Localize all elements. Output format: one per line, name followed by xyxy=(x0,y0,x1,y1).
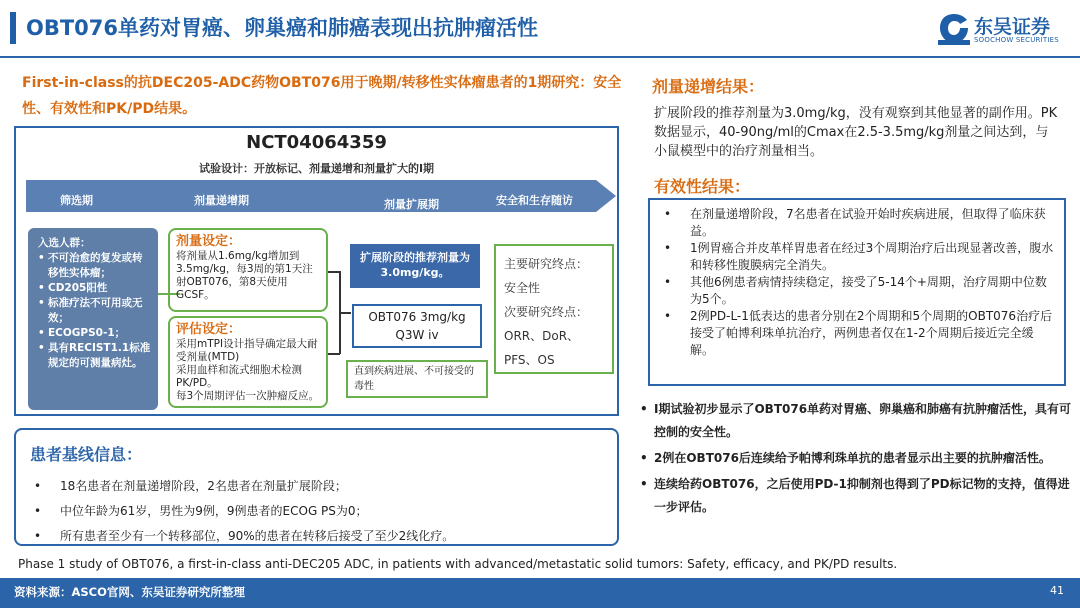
baseline-item: • 中位年龄为61岁，男性为9例，9例患者的ECOG PS为0； xyxy=(34,499,454,524)
endpoint-line: 安全性 xyxy=(504,281,541,295)
baseline-panel xyxy=(14,428,619,546)
inclusion-criteria-box xyxy=(28,228,158,410)
treatment-until-box: 直到疾病进展、不可接受的毒性 xyxy=(346,360,488,398)
expansion-dose-box: 扩展阶段的推荐剂量为3.0mg/kg。 xyxy=(350,244,480,288)
logo-mark-icon xyxy=(938,12,970,46)
inclusion-item: • ECOGPS0-1； xyxy=(38,326,152,341)
inclusion-item: • 不可治愈的复发或转移性实体瘤； xyxy=(38,251,152,281)
conclusion-item: • I期试验初步显示了OBT076单药对胃癌、卵巢癌和肺癌有抗肿瘤活性，具有可控制的安全性。 xyxy=(636,398,1076,444)
baseline-title: 患者基线信息： xyxy=(30,445,143,464)
efficacy-item: • 2例PD-L-1低表达的患者分别在2个周期和5个周期的OBT076治疗后接受了帕博利珠单抗治疗，两例患者仅在1-2个周期后接近完全缓解。 xyxy=(662,308,1054,359)
conclusion-item: • 2例在OBT076后连续给予帕博利珠单抗的患者显示出主要的抗肿瘤活性。 xyxy=(636,447,1076,470)
dose-setting-box xyxy=(168,228,328,312)
trial-design-label: 试验设计：开放标记、剂量递增和剂量扩大的I期 xyxy=(198,162,435,175)
dose-regimen-line: OBT076 3mg/kg xyxy=(368,310,466,324)
inclusion-item: • 具有RECIST1.1标准规定的可测量病灶。 xyxy=(38,341,152,371)
endpoints-box xyxy=(494,244,614,374)
evaluation-setting-text: 采用mTPI设计指导确定最大耐受剂量(MTD) 采用血样和流式细胞术检测PK/PD。 每3个周期评估一次肿瘤反应。 xyxy=(176,338,320,402)
phase-dose-expansion: 剂量扩展期 xyxy=(384,198,439,211)
company-logo xyxy=(938,10,1078,50)
efficacy-item: • 1例胃癌合并皮革样胃患者在经过3个周期治疗后出现显著改善，腹水和转移性腹膜病完全消失。 xyxy=(662,240,1054,274)
page-number: 41 xyxy=(1050,584,1064,597)
phase-follow-up: 安全和生存随访 xyxy=(496,194,573,207)
study-subtitle: First-in-class的抗DEC205-ADC药物OBT076用于晚期/转移性实体瘤患者的1期研究：安全性、有效性和PK/PD结果。 xyxy=(22,75,622,117)
slide-title: OBT076单药对胃癌、卵巢癌和肺癌表现出抗肿瘤活性 xyxy=(26,16,539,40)
inclusion-item: • CD205阳性 xyxy=(38,281,152,296)
source-note: 资料来源：ASCO官网、东吴证券研究所整理 xyxy=(14,585,245,599)
inclusion-item: • 标准疗法不可用或无效； xyxy=(38,296,152,326)
phase-dose-escalation: 剂量递增期 xyxy=(194,194,249,207)
baseline-list xyxy=(34,474,454,549)
dose-setting-text: 将剂量从1.6mg/kg增加到3.5mg/kg，每3周的第1天注射OBT076，第8天使用GCSF。 xyxy=(176,250,313,301)
evaluation-setting-title: 评估设定： xyxy=(176,322,242,337)
trial-design-panel xyxy=(14,126,619,416)
endpoint-line: 次要研究终点： xyxy=(504,305,589,319)
inclusion-title: 入选人群： xyxy=(38,237,91,249)
baseline-item: • 18名患者在剂量递增阶段，2名患者在剂量扩展阶段； xyxy=(34,474,454,499)
dose-regimen-line: Q3W iv xyxy=(395,328,439,342)
dose-results-text: 扩展阶段的推荐剂量为3.0mg/kg，没有观察到其他显著的副作用。PK数据显示，40-90ng/ml的Cmax在2.5-3.5mg/kg剂量之间达到，与小鼠模型中的治疗剂量相当。 xyxy=(654,106,1058,159)
dose-regimen-box xyxy=(352,304,482,348)
dose-setting-title: 剂量设定： xyxy=(176,234,242,249)
logo-chinese-name: 东吴证券 xyxy=(974,16,1051,38)
logo-english-name: SOOCHOW SECURITIES xyxy=(974,36,1059,44)
baseline-item: • 所有患者至少有一个转移部位，90%的患者在转移后接受了至少2线化疗。 xyxy=(34,524,454,549)
conclusion-item: • 连续给药OBT076，之后使用PD-1抑制剂也得到了PD标记物的支持，值得进一步评估。 xyxy=(636,473,1076,519)
efficacy-title: 有效性结果： xyxy=(654,177,751,196)
slide-footer xyxy=(0,578,1080,608)
title-accent-bar xyxy=(10,12,16,44)
evaluation-setting-box xyxy=(168,316,328,408)
phase-screening: 筛选期 xyxy=(60,194,93,207)
efficacy-item: • 在剂量递增阶段，7名患者在试验开始时疾病进展，但取得了临床获益。 xyxy=(662,206,1054,240)
efficacy-item: • 其他6例患者病情持续稳定，接受了5-14个+周期，治疗周期中位数为5个。 xyxy=(662,274,1054,308)
dose-results-title: 剂量递增结果： xyxy=(652,77,765,96)
endpoint-line: ORR、DoR、 xyxy=(504,329,580,343)
endpoint-line: PFS、OS xyxy=(504,353,555,367)
conclusions-list xyxy=(636,398,1076,522)
connector-line xyxy=(339,312,351,314)
trial-nct-id: NCT04064359 xyxy=(246,132,387,153)
slide-header xyxy=(0,0,1080,58)
efficacy-box xyxy=(648,198,1066,386)
english-study-title: Phase 1 study of OBT076, a first-in-class anti-DEC205 ADC, in patients with advanced/metastatic solid tumors: Safety, efficacy, and PK/PD results. xyxy=(18,557,898,571)
endpoint-line: 主要研究终点： xyxy=(504,257,589,271)
